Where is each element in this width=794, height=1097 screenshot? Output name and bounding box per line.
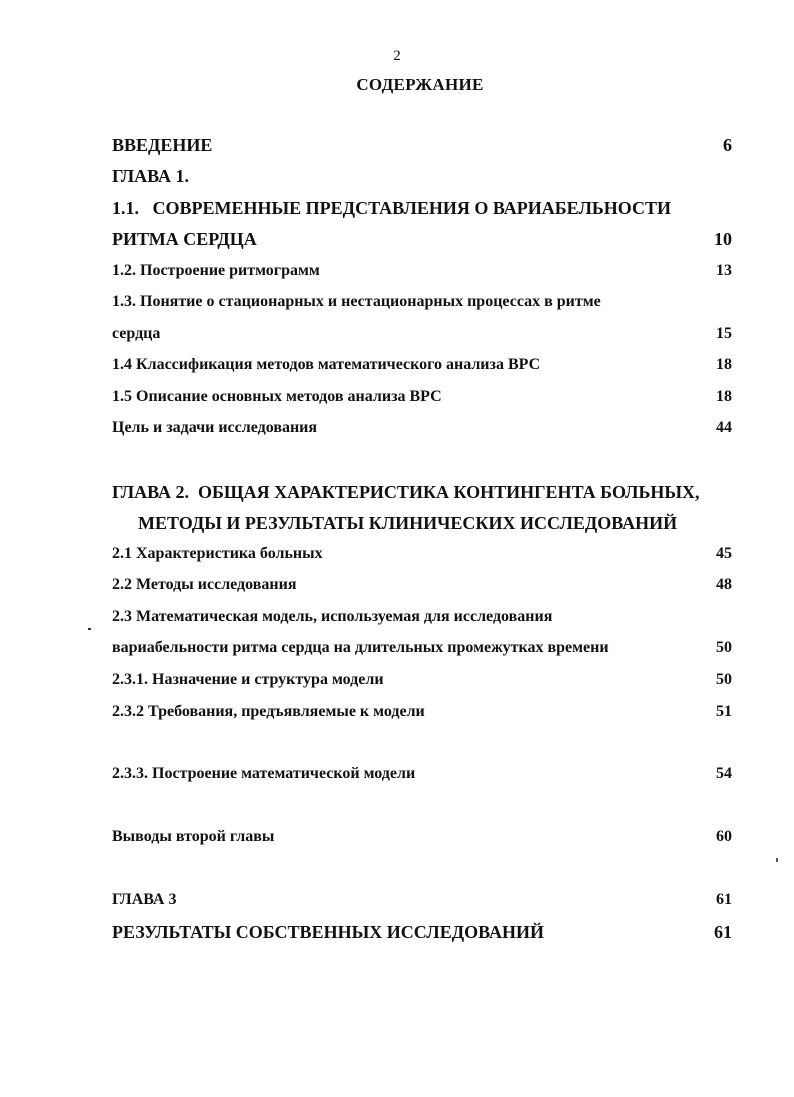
page-title: СОДЕРЖАНИЕ (356, 75, 484, 94)
toc-entry-page: 54 (716, 765, 732, 782)
toc-entry-text: 1.4 Классификация методов математического анализа ВРС (112, 356, 541, 373)
toc-entry-text: РИТМА СЕРДЦА (112, 229, 257, 249)
toc-entry-text: 1.2. Построение ритмограмм (112, 262, 320, 279)
toc-entry-page: 60 (716, 828, 732, 845)
toc-entry-text: Цель и задачи исследования (112, 419, 318, 436)
toc-entry-page: 15 (716, 325, 732, 342)
scan-speck (776, 858, 778, 862)
toc-entry-page: 50 (716, 671, 732, 688)
toc-entry-text: Выводы второй главы (112, 828, 275, 845)
toc-entry-text: 2.3 Математическая модель, используемая для исследования (112, 608, 553, 625)
toc-entry-text: 2.3.1. Назначение и структура модели (112, 671, 384, 688)
toc-entry-text: 2.1 Характеристика больных (112, 545, 323, 562)
toc-entry-text: 1.5 Описание основных методов анализа ВРС (112, 388, 442, 405)
toc-entry-text: ГЛАВА 1. (112, 166, 190, 186)
toc-entry-text: 2.3.3. Построение математической модели (112, 765, 416, 782)
toc-entry-text: РЕЗУЛЬТАТЫ СОБСТВЕННЫХ ИССЛЕДОВАНИЙ (112, 922, 544, 942)
toc-entry-page: 6 (723, 135, 732, 155)
toc-entry-page: 61 (714, 922, 732, 942)
toc-entry-text: ВВЕДЕНИЕ (112, 135, 213, 155)
toc-entry-page: 45 (716, 545, 732, 562)
toc-entry-page: 51 (716, 703, 732, 720)
toc-entry-page: 18 (716, 388, 732, 405)
toc-entry-text: 1.1. СОВРЕМЕННЫЕ ПРЕДСТАВЛЕНИЯ О ВАРИАБЕЛЬНОСТИ (112, 198, 671, 218)
toc-entry-text: 2.3.2 Требования, предъявляемые к модели (112, 703, 425, 720)
page-number: 2 (393, 48, 401, 64)
toc-entry-page: 10 (714, 229, 732, 249)
toc-entry-text: ГЛАВА 3 (112, 891, 177, 908)
toc-entry-page: 13 (716, 262, 732, 279)
toc-entry-page: 44 (716, 419, 732, 436)
toc-entry-text: 2.2 Методы исследования (112, 576, 297, 593)
toc-entry-page: 50 (716, 639, 732, 656)
toc-entry-page: 61 (716, 891, 732, 908)
toc-entry-text: ГЛАВА 2. ОБЩАЯ ХАРАКТЕРИСТИКА КОНТИНГЕНТА БОЛЬНЫХ, (112, 482, 700, 502)
scan-speck (88, 628, 91, 630)
toc-entry-page: 18 (716, 356, 732, 373)
toc-entry-text: МЕТОДЫ И РЕЗУЛЬТАТЫ КЛИНИЧЕСКИХ ИССЛЕДОВАНИЙ (138, 513, 678, 533)
toc-entry-text: сердца (112, 325, 161, 342)
toc-entry-text: 1.3. Понятие о стационарных и нестационарных процессах в ритме (112, 293, 601, 310)
toc-entry-text: вариабельности ритма сердца на длительных промежутках времени (112, 639, 609, 656)
toc-entry-page: 48 (716, 576, 732, 593)
